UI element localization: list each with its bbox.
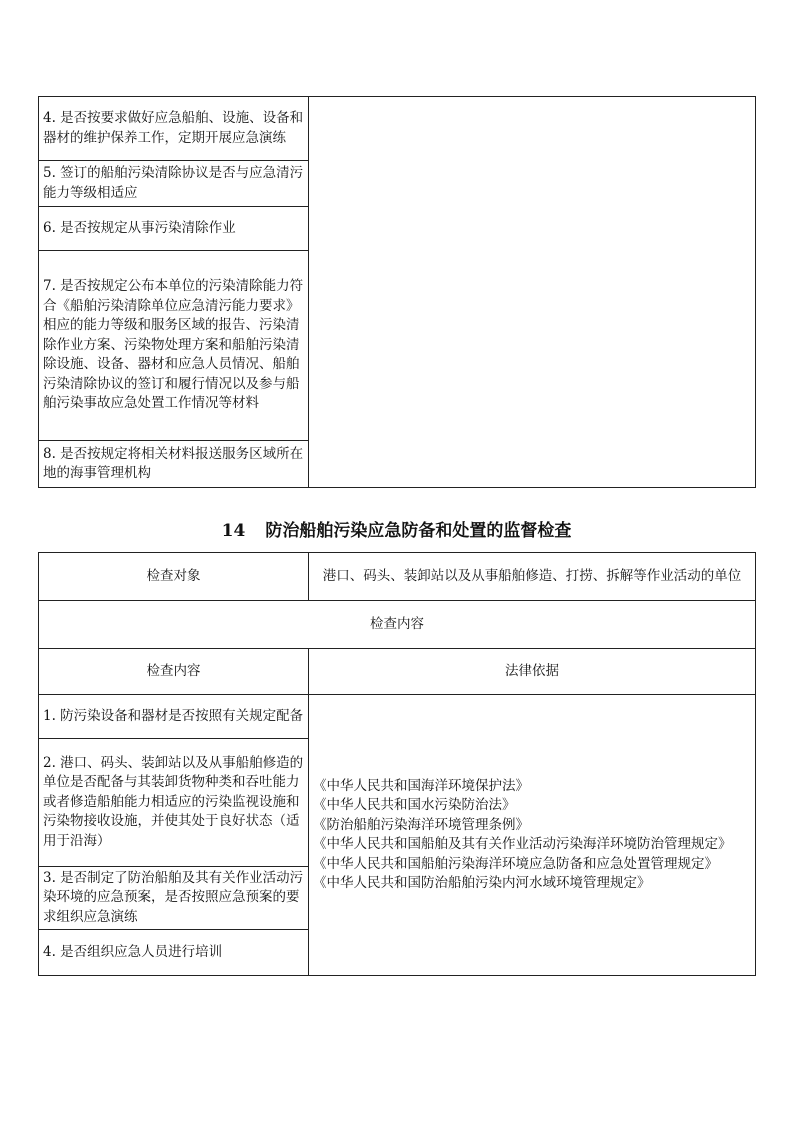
check-item-5: 5. 签订的船舶污染清除协议是否与应急清污能力等级相适应 (39, 161, 309, 207)
legal-basis-list (309, 695, 756, 976)
object-value: 港口、码头、装卸站以及从事船舶修造、打捞、拆解等作业活动的单位 (309, 553, 756, 601)
inspection-table (38, 552, 756, 976)
column-header-basis: 法律依据 (309, 649, 756, 695)
law-item: 《中华人民共和国防治船舶污染内河水域环境管理规定》 (313, 875, 651, 891)
law-item: 《中华人民共和国海洋环境保护法》 (313, 777, 529, 794)
object-label: 检查对象 (39, 553, 309, 601)
law-item: 《中华人民共和国船舶污染海洋环境应急防备和应急处置管理规定》 (313, 855, 718, 872)
law-item: 《中华人民共和国水污染防治法》 (313, 797, 516, 813)
inspection-item-4: 4. 是否组织应急人员进行培训 (39, 930, 309, 976)
check-item-7: 7. 是否按规定公布本单位的污染清除能力符合《船舶污染清除单位应急清污能力要求》相应的能力等级和服务区域的报告、污染清除作业方案、污染物处理方案和船舶污染清除设施、设备、器材和应急人员情况、船舶污染清除协议的签订和履行情况以及参与船舶污染事故应急处置工作情况等材料 (39, 251, 309, 441)
law-item: 《中华人民共和国船舶及其有关作业活动污染海洋环境防治管理规定》 (313, 836, 732, 852)
check-item-4: 4. 是否按要求做好应急船舶、设施、设备和器材的维护保养工作，定期开展应急演练 (39, 97, 309, 161)
law-item: 《防治船舶污染海洋环境管理条例》 (313, 816, 529, 833)
section-number: 14 (221, 521, 246, 541)
legal-basis-cell-empty (309, 97, 756, 488)
inspection-item-3: 3. 是否制定了防治船舶及其有关作业活动污染环境的应急预案，是否按照应急预案的要求组织应急演练 (39, 867, 309, 930)
check-item-6: 6. 是否按规定从事污染清除作业 (39, 207, 309, 251)
continued-checklist-table (38, 96, 756, 488)
content-header: 检查内容 (39, 601, 756, 649)
inspection-item-2: 2. 港口、码头、装卸站以及从事船舶修造的单位是否配备与其装卸货物种类和吞吐能力或者修造船舶能力相适应的污染监视设施和污染物接收设施，并使其处于良好状态（适用于沿海） (39, 739, 309, 867)
section-heading: 防治船舶污染应急防备和处置的监督检查 (265, 521, 572, 541)
column-header-content: 检查内容 (39, 649, 309, 695)
section-title (0, 519, 793, 543)
inspection-item-1: 1. 防污染设备和器材是否按照有关规定配备 (39, 695, 309, 739)
check-item-8: 8. 是否按规定将相关材料报送服务区域所在地的海事管理机构 (39, 441, 309, 488)
